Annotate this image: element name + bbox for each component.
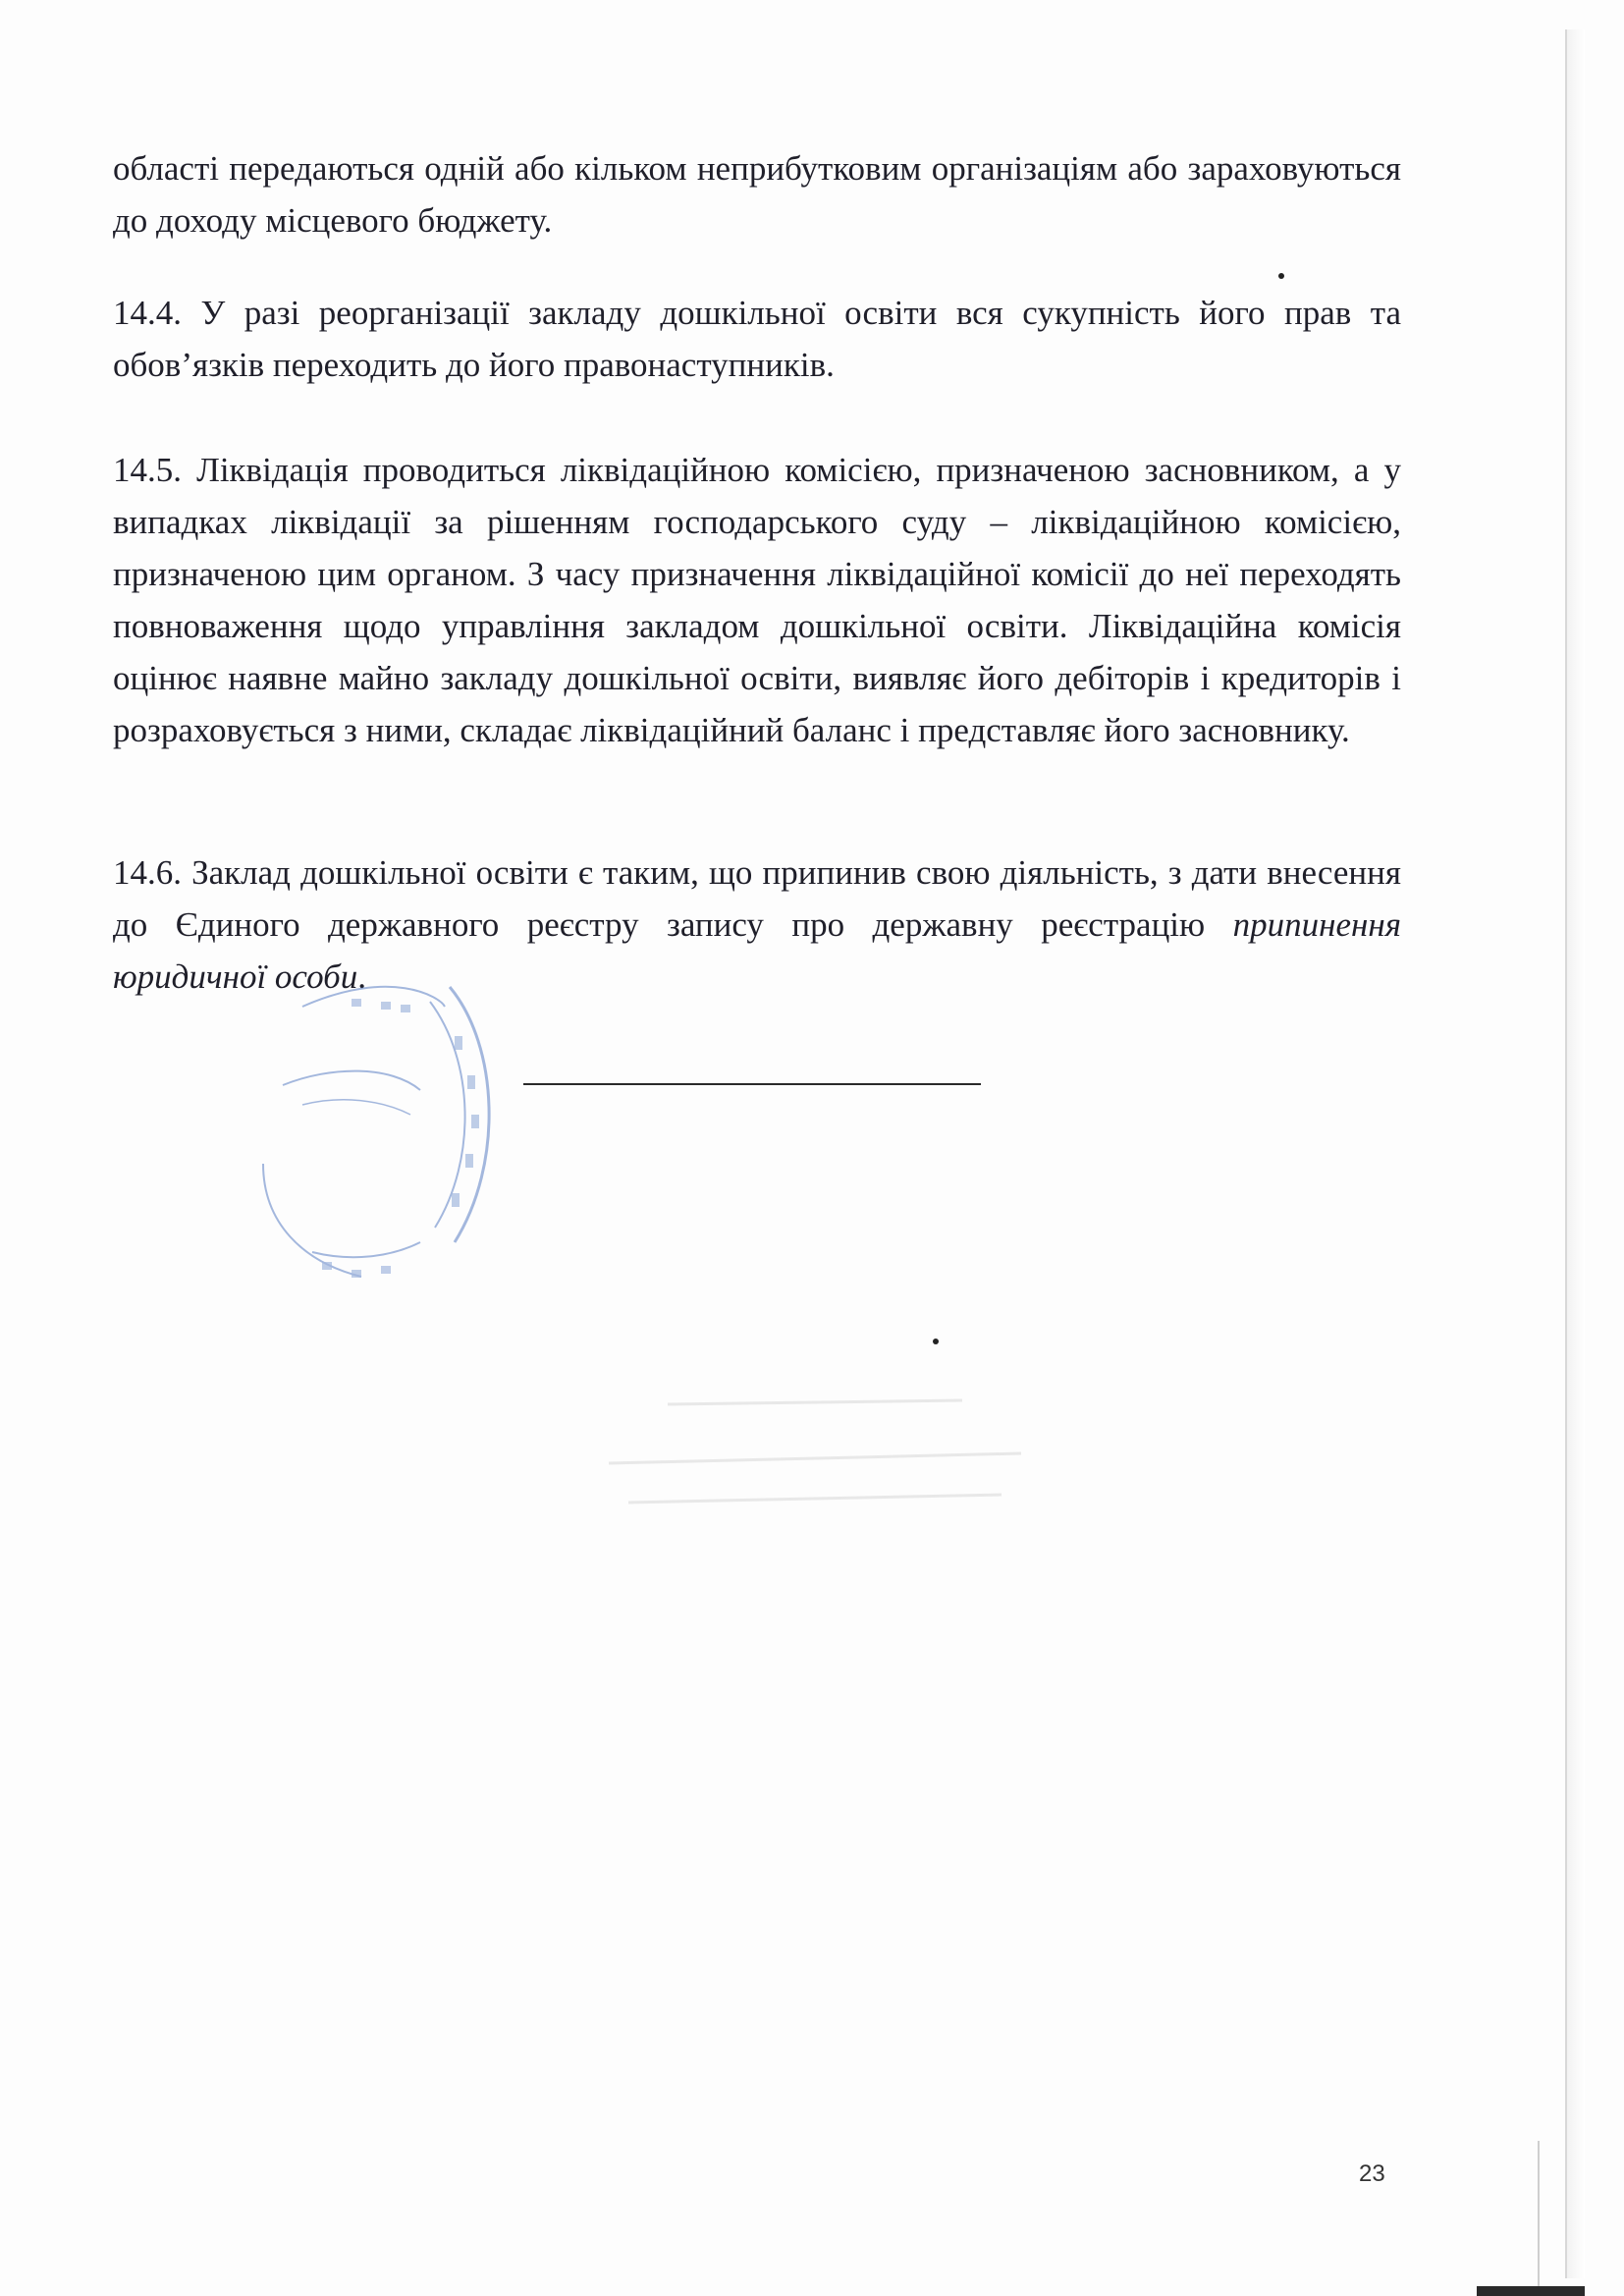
- seal-stamp-icon: [244, 967, 509, 1301]
- paragraph-text: області передаються одній або кільком неприбутковим організаціям або зараховуються до доходу місцевого бюджету.: [113, 149, 1401, 240]
- paragraph-14-5: [113, 444, 1401, 756]
- paragraph-continuation: [113, 142, 1401, 246]
- page-edge-shadow: [1565, 29, 1585, 2278]
- page-edge-dark-strip: [1477, 2286, 1585, 2296]
- paragraph-14-4: [113, 287, 1401, 391]
- paragraph-end-text: .: [357, 957, 366, 996]
- scan-speck: [933, 1339, 939, 1344]
- page-number: 23: [1359, 2160, 1385, 2187]
- paragraph-text: 14.5. Ліквідація проводиться ліквідаційною комісією, призначеною засновником, а у випадках ліквідації за рішенням господарського суду – ліквідаційною комісією, призначеною цим органом. З часу призначення ліквідаційної комісії до неї переходять повноваження щодо управління закладом дошкільної освіти. Ліквідаційна комісія оцінює наявне майно закладу дошкільної освіти, виявляє його дебіторів і кредиторів і розраховується з ними, складає ліквідаційний баланс і представляє його засновнику.: [113, 451, 1401, 749]
- section-divider-line: [523, 1083, 981, 1085]
- page-edge-line: [1538, 2141, 1545, 2288]
- paragraph-main-text: 14.6. Заклад дошкільної освіти є таким, що припинив свою діяльність, з дати внесення до Єдиного державного реєстру запису про державну реєстрацію: [113, 853, 1401, 944]
- paragraph-text: 14.4. У разі реорганізації закладу дошкільної освіти вся сукупність його прав та обов’язків переходить до його правонаступників.: [113, 294, 1401, 384]
- paragraph-italic-text: припинення юридичної особи: [113, 905, 1401, 996]
- scan-speck: [1278, 273, 1284, 279]
- bleed-through-marks: [589, 1365, 1041, 1522]
